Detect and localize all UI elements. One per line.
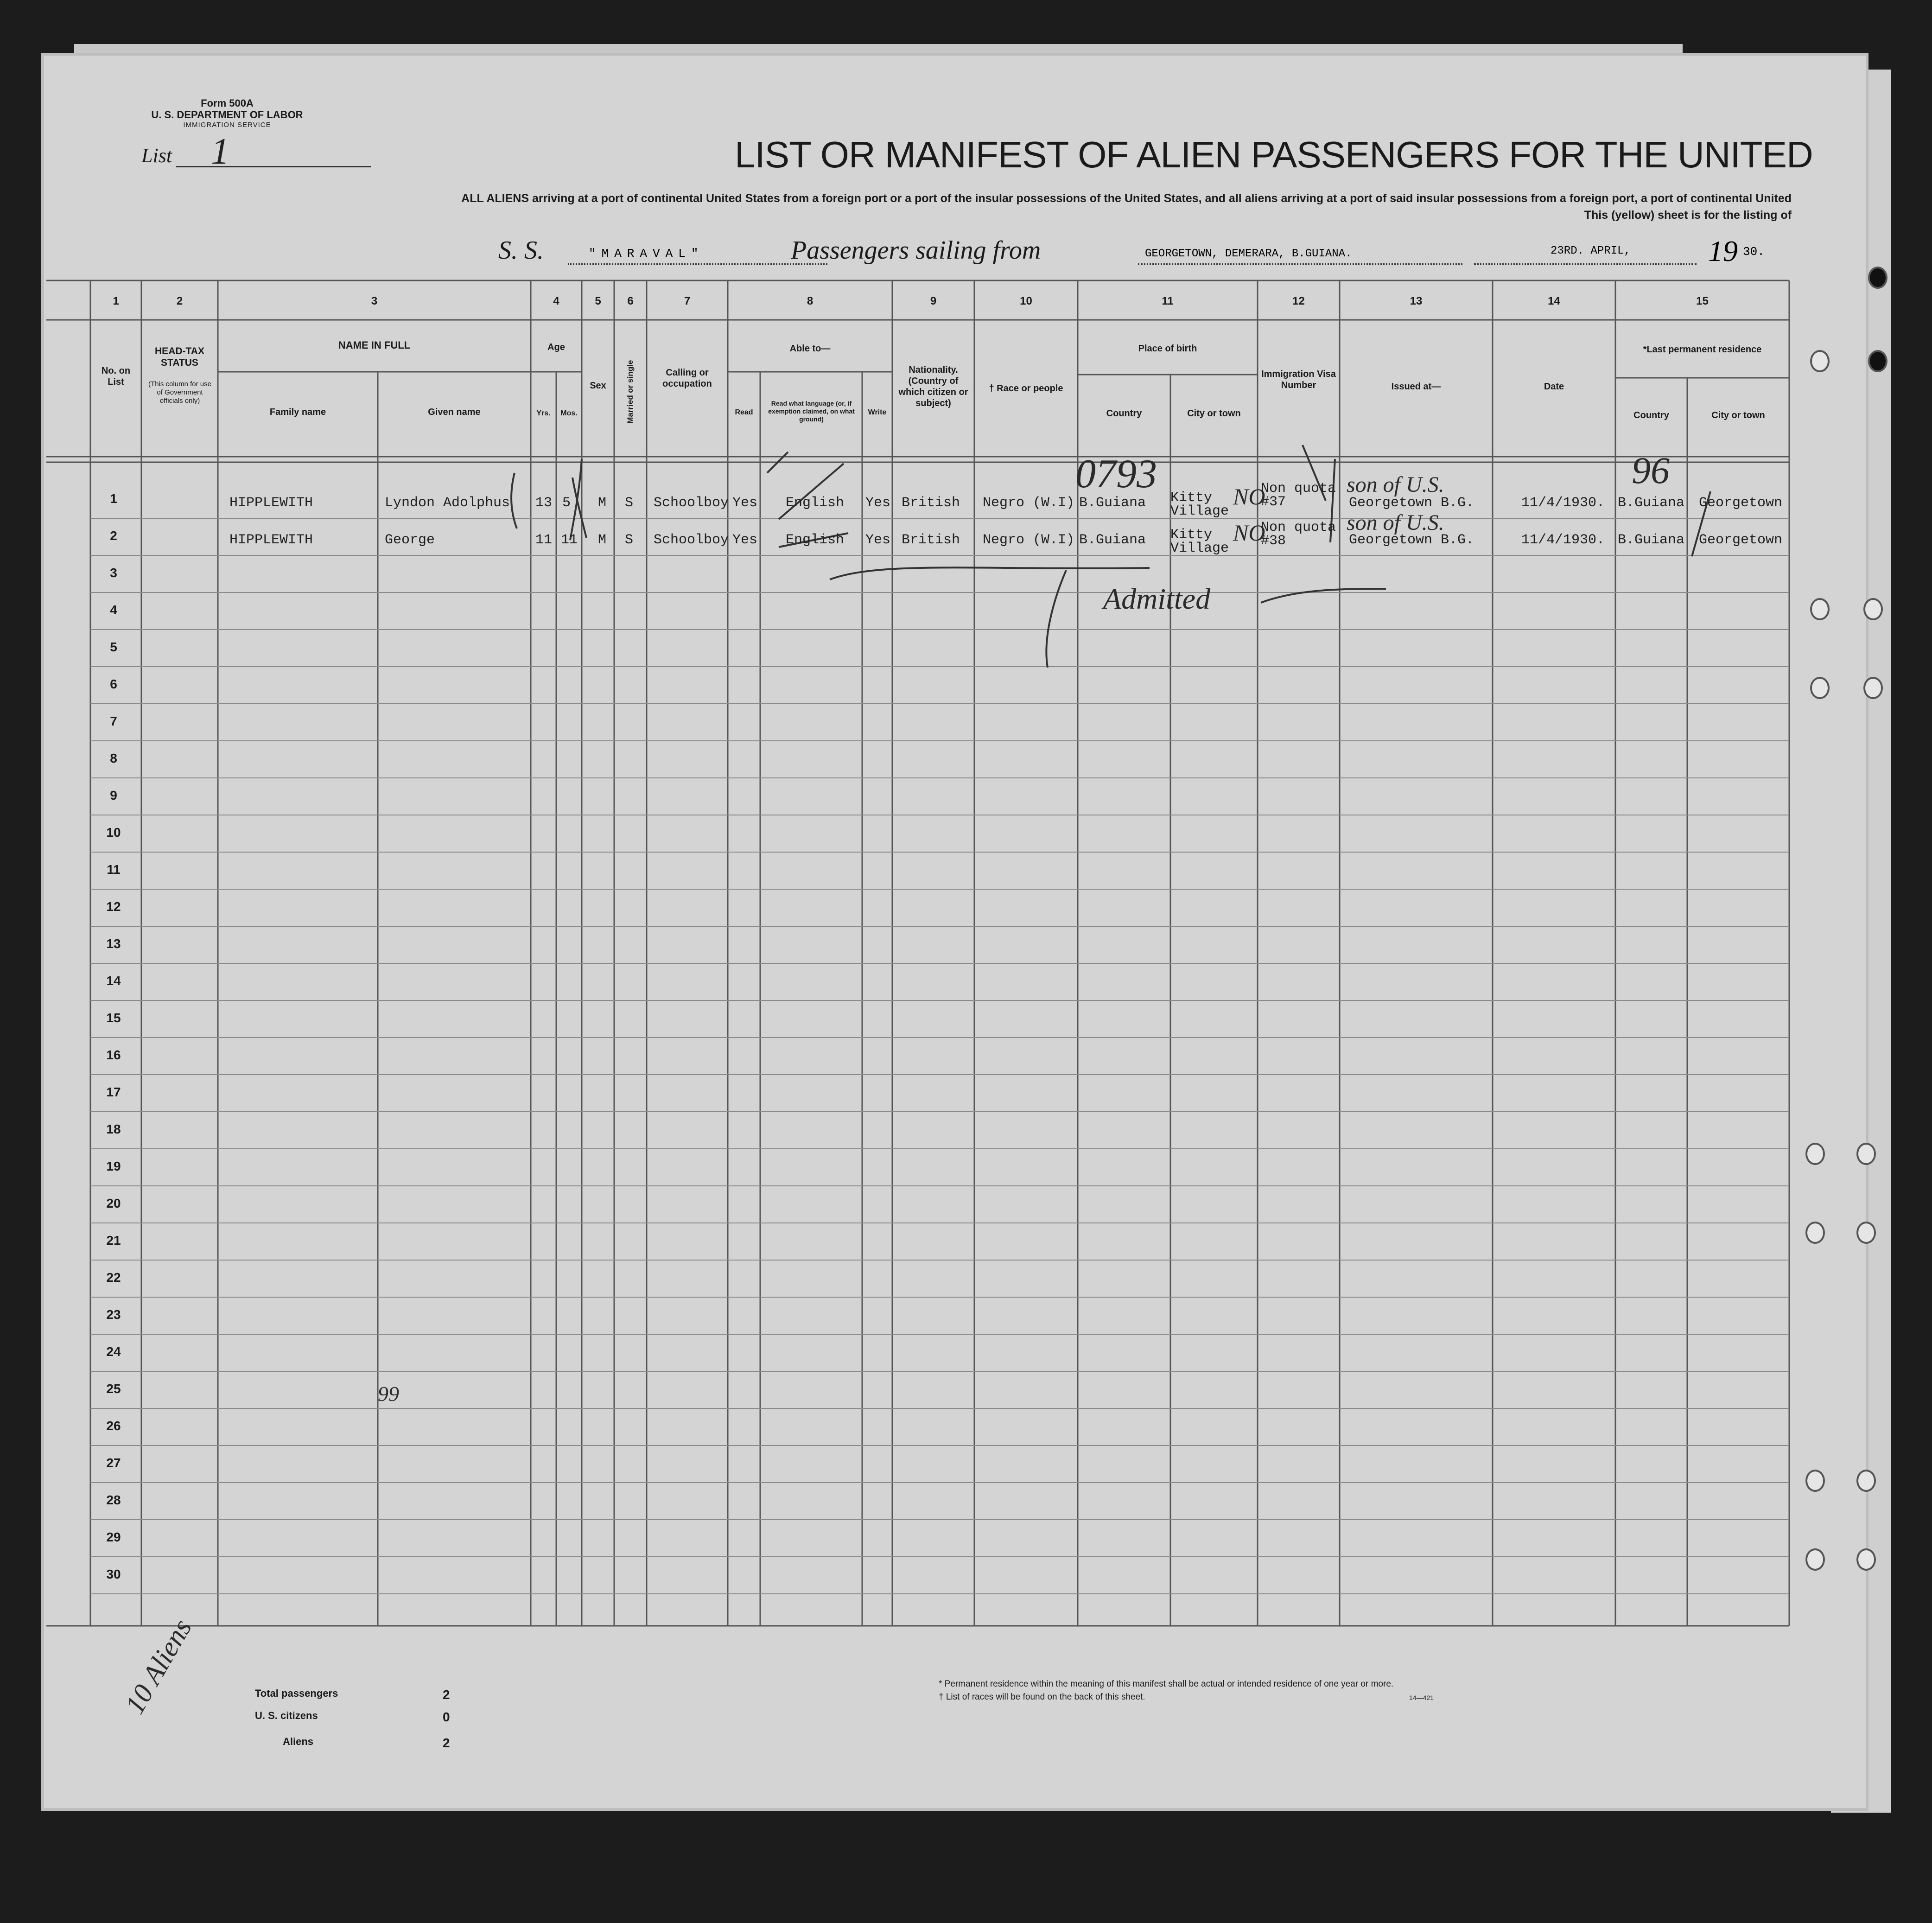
binder-hole-icon — [1856, 1470, 1876, 1492]
row-number: 11 — [107, 862, 121, 877]
us-citizens-label: U. S. citizens — [255, 1710, 318, 1721]
age-months: 11 — [561, 532, 578, 548]
given-name: Lyndon Adolphus — [385, 495, 510, 511]
row-number: 20 — [106, 1196, 121, 1210]
list-number: 1 — [211, 131, 229, 172]
binder-hole-icon — [1863, 598, 1883, 620]
row-number: 14 — [106, 974, 121, 988]
occupation: Schoolboy — [654, 532, 729, 548]
row-number: 22 — [106, 1270, 121, 1285]
row-number: 29 — [106, 1530, 121, 1544]
header-date: Date — [1544, 382, 1564, 392]
column-number: 13 — [1410, 295, 1423, 307]
total-passengers-value: 2 — [443, 1687, 450, 1702]
age-years: 11 — [535, 532, 553, 548]
us-citizens-value: 0 — [443, 1710, 450, 1724]
column-number: 1 — [113, 295, 119, 307]
row-number: 26 — [106, 1419, 121, 1433]
sex: M — [598, 532, 607, 548]
row-number: 19 — [106, 1159, 121, 1173]
row-number: 21 — [106, 1233, 121, 1248]
residence-city: Georgetown — [1699, 532, 1783, 548]
header-calling: Calling or occupation — [662, 368, 712, 389]
can-write: Yes — [865, 532, 891, 548]
column-number: 2 — [176, 295, 183, 307]
column-number: 10 — [1020, 295, 1032, 307]
binder-hole-icon — [1863, 677, 1883, 699]
handwritten-corner-note: 10 Aliens — [119, 1613, 198, 1719]
list-label: List — [141, 144, 172, 167]
header-issued-at: Issued at— — [1391, 382, 1441, 392]
service-name: IMMIGRATION SERVICE — [183, 121, 271, 129]
departure-date: 23RD. APRIL, — [1551, 245, 1631, 257]
header-age: Age — [547, 342, 565, 352]
row-number: 16 — [106, 1048, 121, 1062]
form-number: Form 500A — [201, 97, 254, 109]
can-read: Yes — [732, 495, 758, 511]
header-birth-country: Country — [1106, 408, 1142, 419]
race: Negro (W.I) — [983, 495, 1075, 511]
subtitle-line-2: This (yellow) sheet is for the listing of — [1584, 209, 1792, 222]
can-read: Yes — [732, 532, 758, 548]
issue-date: 11/4/1930. — [1521, 532, 1605, 548]
column-number: 7 — [684, 295, 691, 307]
row-number: 13 — [106, 936, 121, 951]
footnote-code: 14—421 — [1409, 1694, 1434, 1701]
nationality: British — [902, 532, 960, 548]
residence-city: Georgetown — [1699, 495, 1783, 511]
row-number: 6 — [110, 677, 117, 691]
issue-date: 11/4/1930. — [1521, 495, 1605, 511]
age-years: 13 — [535, 495, 553, 511]
row-number: 3 — [110, 566, 117, 580]
occupation: Schoolboy — [654, 495, 729, 511]
binder-hole-icon — [1805, 1548, 1825, 1571]
header-place-of-birth: Place of birth — [1138, 344, 1197, 354]
binder-hole-icon — [1868, 267, 1888, 289]
row-number: 17 — [106, 1085, 121, 1099]
header-birth-city: City or town — [1187, 408, 1241, 419]
handwritten-note: NO — [1233, 520, 1265, 546]
row-number: 24 — [106, 1344, 121, 1359]
ship-name: "MARAVAL" — [589, 247, 704, 261]
header-race: † Race or people — [989, 383, 1063, 394]
binder-hole-icon — [1856, 1143, 1876, 1165]
birth-city: Kitty Village — [1170, 490, 1229, 519]
residence-country: B.Guiana — [1618, 532, 1685, 548]
sex: M — [598, 495, 607, 511]
header-married-or-single: Married or single — [625, 360, 635, 424]
binder-hole-icon — [1810, 677, 1830, 699]
header-age-mos: Mos. — [560, 409, 578, 417]
row-number: 23 — [106, 1307, 121, 1322]
age-months: 5 — [562, 495, 571, 511]
column-number: 12 — [1292, 295, 1305, 307]
departure-port: GEORGETOWN, DEMERARA, B.GUIANA. — [1145, 248, 1352, 260]
marital-status: S — [625, 495, 634, 511]
header-family-name: Family name — [269, 407, 326, 417]
row-number: 15 — [106, 1011, 121, 1025]
birth-city: Kitty Village — [1170, 527, 1229, 556]
header-nationality: Nationality. (Country of which citizen or subject) — [898, 365, 968, 408]
row-number: 10 — [106, 825, 121, 840]
column-number: 3 — [371, 295, 378, 307]
handwritten-note: son of U.S. — [1347, 510, 1444, 535]
given-name: George — [385, 532, 435, 548]
issued-at: Georgetown B.G. — [1349, 532, 1474, 548]
row-number: 25 — [106, 1382, 121, 1396]
footnote-races: † List of races will be found on the back of this sheet. — [939, 1692, 1145, 1702]
binder-hole-icon — [1805, 1143, 1825, 1165]
sailing-label: Passengers sailing from — [791, 236, 1041, 265]
row-number: 4 — [110, 603, 117, 617]
header-name-in-full: NAME IN FULL — [338, 339, 411, 351]
row-number: 2 — [110, 529, 117, 543]
row-number: 28 — [106, 1493, 121, 1507]
can-write: Yes — [865, 495, 891, 511]
handwritten-number: 0793 — [1075, 452, 1157, 497]
header-able-to: Able to— — [789, 344, 831, 354]
row-number: 27 — [106, 1456, 121, 1470]
row-number: 30 — [106, 1567, 121, 1581]
handwritten-number: 96 — [1632, 449, 1670, 491]
header-residence-city: City or town — [1711, 410, 1765, 420]
issued-at: Georgetown B.G. — [1349, 495, 1474, 511]
row-number: 9 — [110, 788, 117, 802]
header-write: Write — [868, 408, 887, 416]
race: Negro (W.I) — [983, 532, 1075, 548]
residence-country: B.Guiana — [1618, 495, 1685, 511]
binder-hole-icon — [1805, 1222, 1825, 1244]
aliens-value: 2 — [443, 1736, 450, 1750]
header-head-tax: HEAD-TAX STATUS — [155, 346, 204, 369]
header-given-name: Given name — [428, 407, 481, 417]
binder-hole-icon — [1868, 350, 1888, 372]
marital-status: S — [625, 532, 634, 548]
column-number: 14 — [1548, 295, 1560, 307]
column-number: 11 — [1162, 295, 1174, 307]
column-number: 9 — [930, 295, 937, 307]
birth-country: B.Guiana — [1079, 532, 1146, 548]
row-number: 18 — [106, 1122, 121, 1136]
header-read-language: Read what language (or, if exemption claimed, on what ground) — [768, 400, 855, 423]
header-no-on-list: No. on List — [101, 366, 131, 387]
header-age-yrs: Yrs. — [536, 409, 551, 417]
family-name: HIPPLEWITH — [229, 495, 313, 511]
column-number: 15 — [1696, 295, 1709, 307]
binder-hole-icon — [1810, 598, 1830, 620]
total-passengers-label: Total passengers — [255, 1687, 338, 1699]
header-sex: Sex — [590, 381, 606, 391]
row-number: 7 — [110, 714, 117, 728]
birth-country: B.Guiana — [1079, 495, 1146, 511]
year-prefix: 19 — [1708, 235, 1738, 267]
row-number: 8 — [110, 751, 117, 765]
read-language: English — [786, 532, 845, 548]
handwritten-note: NO — [1233, 484, 1265, 509]
column-number: 4 — [553, 295, 559, 307]
binder-hole-icon — [1856, 1548, 1876, 1571]
family-name: HIPPLEWITH — [229, 532, 313, 548]
visa-number: Non quota #38 — [1261, 520, 1336, 549]
department-name: U. S. DEPARTMENT OF LABOR — [151, 109, 303, 121]
footnote-residence: * Permanent residence within the meaning of this manifest shall be actual or intended residence of one year or more. — [939, 1679, 1394, 1689]
handwritten-signature: Admitted — [1103, 582, 1211, 615]
page-title: LIST OR MANIFEST OF ALIEN PASSENGERS FOR THE UNITED — [735, 134, 1813, 175]
year-suffix: 30. — [1743, 245, 1765, 259]
header-last-residence: *Last permanent residence — [1643, 344, 1762, 355]
handwritten-note: son of U.S. — [1347, 472, 1444, 497]
column-number: 5 — [595, 295, 601, 307]
column-number: 8 — [807, 295, 813, 307]
read-language: English — [786, 495, 845, 511]
header-visa-number: Immigration Visa Number — [1261, 369, 1336, 390]
header-head-tax-note: (This column for use of Government officials only) — [148, 380, 211, 405]
nationality: British — [902, 495, 960, 511]
binder-hole-icon — [1810, 350, 1830, 372]
ship-prefix: S. S. — [498, 236, 544, 265]
row-number: 1 — [110, 491, 117, 506]
header-read: Read — [735, 408, 753, 416]
row-number: 5 — [110, 640, 117, 654]
header-residence-country: Country — [1633, 410, 1669, 420]
binder-hole-icon — [1856, 1222, 1876, 1244]
visa-number: Non quota #37 — [1261, 481, 1336, 510]
aliens-label: Aliens — [283, 1736, 314, 1747]
binder-hole-icon — [1805, 1470, 1825, 1492]
row-number: 12 — [106, 899, 121, 914]
column-number: 6 — [627, 295, 634, 307]
handwritten-mark: 99 — [378, 1382, 399, 1406]
subtitle-line-1: ALL ALIENS arriving at a port of continental United States from a foreign port or a port of the insular possessions of the United States, and all aliens arriving at a port of said insular possessions from a foreign port, a port of continental United — [461, 192, 1792, 205]
